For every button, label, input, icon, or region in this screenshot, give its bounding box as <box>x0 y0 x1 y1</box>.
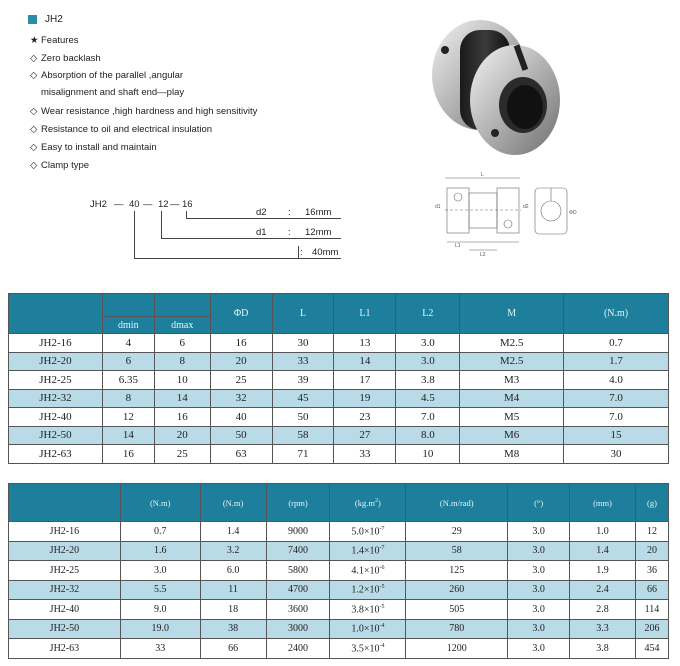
table-cell: 7400 <box>266 541 330 561</box>
table-row <box>9 619 669 639</box>
feature-item <box>30 106 257 118</box>
table-cell: 7.0 <box>564 389 669 408</box>
table-cell: 36 <box>635 561 668 581</box>
value-d1: 12mm <box>305 227 332 238</box>
diamond-icon: ◇ <box>30 53 38 64</box>
header-inertia-close: ) <box>378 497 381 508</box>
table-row <box>9 408 669 427</box>
header-inertia-text: (kg.m <box>354 497 375 508</box>
header-cell-dmin: dmin <box>102 317 154 334</box>
feature-item-continued <box>30 87 184 99</box>
product-title <box>28 14 63 25</box>
table-cell: 1.4 <box>570 541 636 561</box>
performance-table <box>8 483 669 659</box>
inertia-exponent: -5 <box>379 603 385 610</box>
table-row <box>9 371 669 390</box>
table-cell: 5800 <box>266 561 330 581</box>
table-cell: JH2-16 <box>9 334 103 353</box>
dim-d2: d2 <box>523 204 529 210</box>
header-cell: (N.m) <box>200 484 266 522</box>
table-cell: JH2-25 <box>9 561 121 581</box>
bore-inner <box>507 85 543 129</box>
inertia-exponent: -4 <box>379 642 385 649</box>
table-cell: 3000 <box>266 619 330 639</box>
table-cell: 2.4 <box>570 580 636 600</box>
table-cell: 27 <box>334 426 396 445</box>
dim-d1: d1 <box>435 204 441 210</box>
code-d2: 16 <box>182 199 193 210</box>
diamond-icon: ◇ <box>30 106 38 117</box>
table-row <box>9 445 669 464</box>
times-ten: ×10 <box>363 525 380 537</box>
code-dash: — <box>114 199 124 210</box>
table-cell: 20 <box>635 541 668 561</box>
table-cell: 6 <box>154 334 210 353</box>
feature-text: Absorption of the parallel ,angular <box>41 70 184 81</box>
table-cell: 505 <box>406 600 508 620</box>
leader-line <box>161 211 162 238</box>
table-cell <box>330 522 406 542</box>
title-square-icon <box>28 15 37 24</box>
table-cell: 206 <box>635 619 668 639</box>
table-row <box>9 352 669 371</box>
table-cell: M2.5 <box>460 352 564 371</box>
dim-L: L <box>481 172 484 178</box>
table-cell: 50 <box>272 408 334 427</box>
inertia-mantissa: 3.5 <box>351 642 364 654</box>
colon: : <box>288 227 291 238</box>
technical-drawing <box>425 170 575 260</box>
table-cell: 454 <box>635 639 668 659</box>
table-cell: 3.0 <box>396 352 460 371</box>
table-cell: JH2-50 <box>9 426 103 445</box>
value-d2: 16mm <box>305 207 332 218</box>
leader-line <box>186 218 341 219</box>
table-cell: 39 <box>272 371 334 390</box>
dim-L1: L1 <box>455 243 461 249</box>
table-cell: JH2-25 <box>9 371 103 390</box>
table-cell: 3.0 <box>508 600 570 620</box>
table-cell <box>330 561 406 581</box>
table-row <box>9 334 669 353</box>
times-ten: ×10 <box>363 603 380 615</box>
screw-hole <box>491 129 499 137</box>
colon: : <box>300 247 303 258</box>
code-size: 40 <box>129 199 140 210</box>
header-cell <box>102 294 154 317</box>
table-cell: 8 <box>102 389 154 408</box>
feature-item <box>30 160 89 172</box>
inertia-exponent: -7 <box>379 525 385 532</box>
table-cell: 12 <box>635 522 668 542</box>
table-cell: 50 <box>210 426 272 445</box>
table-cell: 3.3 <box>570 619 636 639</box>
table-cell: 0.7 <box>564 334 669 353</box>
table-cell: 10 <box>154 371 210 390</box>
table-cell <box>330 639 406 659</box>
times-ten: ×10 <box>363 584 380 596</box>
table-cell: 3.0 <box>508 561 570 581</box>
table-cell: 33 <box>334 445 396 464</box>
table-cell: 1.4 <box>200 522 266 542</box>
table-cell: 14 <box>154 389 210 408</box>
table-cell: 1.7 <box>564 352 669 371</box>
table-cell: 32 <box>210 389 272 408</box>
table-cell: 66 <box>200 639 266 659</box>
table-cell: 19.0 <box>120 619 200 639</box>
inertia-exponent: -5 <box>379 584 385 591</box>
colon: : <box>288 207 291 218</box>
table-cell: 1.9 <box>570 561 636 581</box>
header-cell <box>9 294 103 334</box>
table-cell: 10 <box>396 445 460 464</box>
inertia-mantissa: 3.8 <box>351 603 364 615</box>
table-cell: 29 <box>406 522 508 542</box>
table-cell: 19 <box>334 389 396 408</box>
code-dash: — <box>143 199 153 210</box>
table-cell: 71 <box>272 445 334 464</box>
table-cell: 25 <box>154 445 210 464</box>
table-cell: 780 <box>406 619 508 639</box>
table-row <box>9 561 669 581</box>
table-cell: 6.35 <box>102 371 154 390</box>
leader-line <box>134 258 341 259</box>
dim-L2: L2 <box>480 252 486 258</box>
table-cell: 3.0 <box>120 561 200 581</box>
table-cell: 20 <box>210 352 272 371</box>
table-cell: 16 <box>210 334 272 353</box>
header-cell-inertia <box>330 484 406 522</box>
diamond-icon: ◇ <box>30 124 38 135</box>
table-cell: 20 <box>154 426 210 445</box>
table-cell: 260 <box>406 580 508 600</box>
screw-hole <box>441 46 449 54</box>
header-inertia-sup: 2 <box>375 497 378 504</box>
table-cell <box>330 600 406 620</box>
feature-item <box>30 53 101 65</box>
header-cell: (rpm) <box>266 484 330 522</box>
table-cell: 4.5 <box>396 389 460 408</box>
product-title-text: JH2 <box>45 14 63 25</box>
table-cell: 23 <box>334 408 396 427</box>
header-cell: (°) <box>508 484 570 522</box>
table-row <box>9 580 669 600</box>
table-cell: M6 <box>460 426 564 445</box>
feature-text: misalignment and shaft end—play <box>41 87 185 98</box>
inertia-mantissa: 1.2 <box>351 584 364 596</box>
header-cell: (N.m/rad) <box>406 484 508 522</box>
table-cell: 66 <box>635 580 668 600</box>
header-cell: (mm) <box>570 484 636 522</box>
table-cell: JH2-40 <box>9 408 103 427</box>
table-cell: 58 <box>272 426 334 445</box>
feature-text: Wear resistance ,high hardness and high sensitivity <box>41 106 258 117</box>
header-cell: L2 <box>396 294 460 334</box>
table-cell: 25 <box>210 371 272 390</box>
table-cell: 33 <box>272 352 334 371</box>
inertia-mantissa: 1.0 <box>351 623 364 635</box>
header-cell <box>9 484 121 522</box>
feature-text: Resistance to oil and electrical insulation <box>41 124 213 135</box>
table-cell: 0.7 <box>120 522 200 542</box>
header-cell: L1 <box>334 294 396 334</box>
table-cell: JH2-40 <box>9 600 121 620</box>
inertia-exponent: -4 <box>379 623 385 630</box>
table-cell: 63 <box>210 445 272 464</box>
table-cell <box>330 541 406 561</box>
table-cell: 3.8 <box>396 371 460 390</box>
inertia-mantissa: 5.0 <box>351 525 364 537</box>
feature-text: Easy to install and maintain <box>41 142 157 153</box>
table-cell: 14 <box>334 352 396 371</box>
times-ten: ×10 <box>363 564 380 576</box>
table-cell: 7.0 <box>564 408 669 427</box>
header-cell: L <box>272 294 334 334</box>
table-cell: 13 <box>334 334 396 353</box>
dimensions-table <box>8 293 669 464</box>
table-cell <box>330 580 406 600</box>
label-d1: d1 <box>256 227 267 238</box>
table-cell: 30 <box>564 445 669 464</box>
table-cell: 58 <box>406 541 508 561</box>
table-cell: 15 <box>564 426 669 445</box>
table-cell: 3.8 <box>570 639 636 659</box>
table-cell: 3.0 <box>508 619 570 639</box>
feature-item <box>30 142 157 154</box>
table-cell: 3.0 <box>508 522 570 542</box>
table-cell: JH2-32 <box>9 389 103 408</box>
table-cell: M3 <box>460 371 564 390</box>
table-cell: 45 <box>272 389 334 408</box>
table-cell: JH2-50 <box>9 619 121 639</box>
table-cell: 114 <box>635 600 668 620</box>
diamond-icon: ◇ <box>30 160 38 171</box>
leader-line <box>298 246 299 258</box>
inertia-mantissa: 1.4 <box>351 545 364 557</box>
header-cell <box>154 294 210 317</box>
table-cell: 9000 <box>266 522 330 542</box>
header-cell: (N.m) <box>120 484 200 522</box>
table-cell: 16 <box>154 408 210 427</box>
features-title: Features <box>41 35 79 46</box>
diamond-icon: ◇ <box>30 70 38 81</box>
times-ten: ×10 <box>363 642 380 654</box>
table-cell: 3.0 <box>396 334 460 353</box>
header-cell-dmax: dmax <box>154 317 210 334</box>
table-cell: 30 <box>272 334 334 353</box>
inertia-mantissa: 4.1 <box>351 564 364 576</box>
table-cell: 4.0 <box>564 371 669 390</box>
table-cell: 3.0 <box>508 580 570 600</box>
header-cell: (g) <box>635 484 668 522</box>
table-cell: 17 <box>334 371 396 390</box>
table-cell: 14 <box>102 426 154 445</box>
table-cell: 18 <box>200 600 266 620</box>
table-cell: 12 <box>102 408 154 427</box>
diamond-icon: ◇ <box>30 142 38 153</box>
table-row <box>9 639 669 659</box>
table-cell: 5.5 <box>120 580 200 600</box>
table-cell: 8 <box>154 352 210 371</box>
table-cell: 3600 <box>266 600 330 620</box>
table-cell: 1200 <box>406 639 508 659</box>
leader-line <box>134 211 135 258</box>
table-cell: 1.6 <box>120 541 200 561</box>
table-cell: M4 <box>460 389 564 408</box>
features-heading <box>30 35 79 47</box>
table-cell: M5 <box>460 408 564 427</box>
feature-text: Clamp type <box>41 160 90 171</box>
table-row <box>9 426 669 445</box>
table-cell: 16 <box>102 445 154 464</box>
table-cell: 8.0 <box>396 426 460 445</box>
leader-line <box>161 238 341 239</box>
dim-phiD: ΦD <box>569 210 577 216</box>
times-ten: ×10 <box>363 623 380 635</box>
header-cell: (N.m) <box>564 294 669 334</box>
table-row <box>9 541 669 561</box>
table-cell: 4700 <box>266 580 330 600</box>
table-cell: M8 <box>460 445 564 464</box>
code-dash: — <box>170 199 180 210</box>
table-cell: 33 <box>120 639 200 659</box>
feature-item <box>30 124 212 136</box>
table-cell: 3.0 <box>508 639 570 659</box>
code-model: JH2 <box>90 199 107 210</box>
table-cell: 7.0 <box>396 408 460 427</box>
table-header-row <box>9 294 669 317</box>
table-cell: M2.5 <box>460 334 564 353</box>
star-icon: ★ <box>30 35 39 46</box>
table-cell: 3.0 <box>508 541 570 561</box>
value-size: 40mm <box>312 247 339 258</box>
header-cell: M <box>460 294 564 334</box>
table-cell: 6.0 <box>200 561 266 581</box>
table-cell: 3.2 <box>200 541 266 561</box>
times-ten: ×10 <box>363 545 380 557</box>
table-cell: 4 <box>102 334 154 353</box>
label-d2: d2 <box>256 207 267 218</box>
table-cell: JH2-63 <box>9 639 121 659</box>
table-cell: 1.0 <box>570 522 636 542</box>
inertia-exponent: -6 <box>379 564 385 571</box>
table-header-row <box>9 484 669 522</box>
feature-text: Zero backlash <box>41 53 101 64</box>
table-cell: 11 <box>200 580 266 600</box>
table-cell: 6 <box>102 352 154 371</box>
table-cell <box>330 619 406 639</box>
table-cell: 125 <box>406 561 508 581</box>
table-cell: JH2-63 <box>9 445 103 464</box>
table-cell: JH2-16 <box>9 522 121 542</box>
table-row <box>9 522 669 542</box>
code-d1: 12 <box>158 199 169 210</box>
table-cell: 9.0 <box>120 600 200 620</box>
table-row <box>9 600 669 620</box>
table-cell: 40 <box>210 408 272 427</box>
table-row <box>9 389 669 408</box>
feature-item <box>30 70 183 82</box>
table-cell: JH2-20 <box>9 541 121 561</box>
leader-line <box>186 211 187 218</box>
table-cell: JH2-20 <box>9 352 103 371</box>
header-cell: ΦD <box>210 294 272 334</box>
table-cell: 2.8 <box>570 600 636 620</box>
table-cell: 2400 <box>266 639 330 659</box>
table-cell: 38 <box>200 619 266 639</box>
table-cell: JH2-32 <box>9 580 121 600</box>
coupling-photo <box>420 5 570 165</box>
inertia-exponent: -7 <box>379 545 385 552</box>
